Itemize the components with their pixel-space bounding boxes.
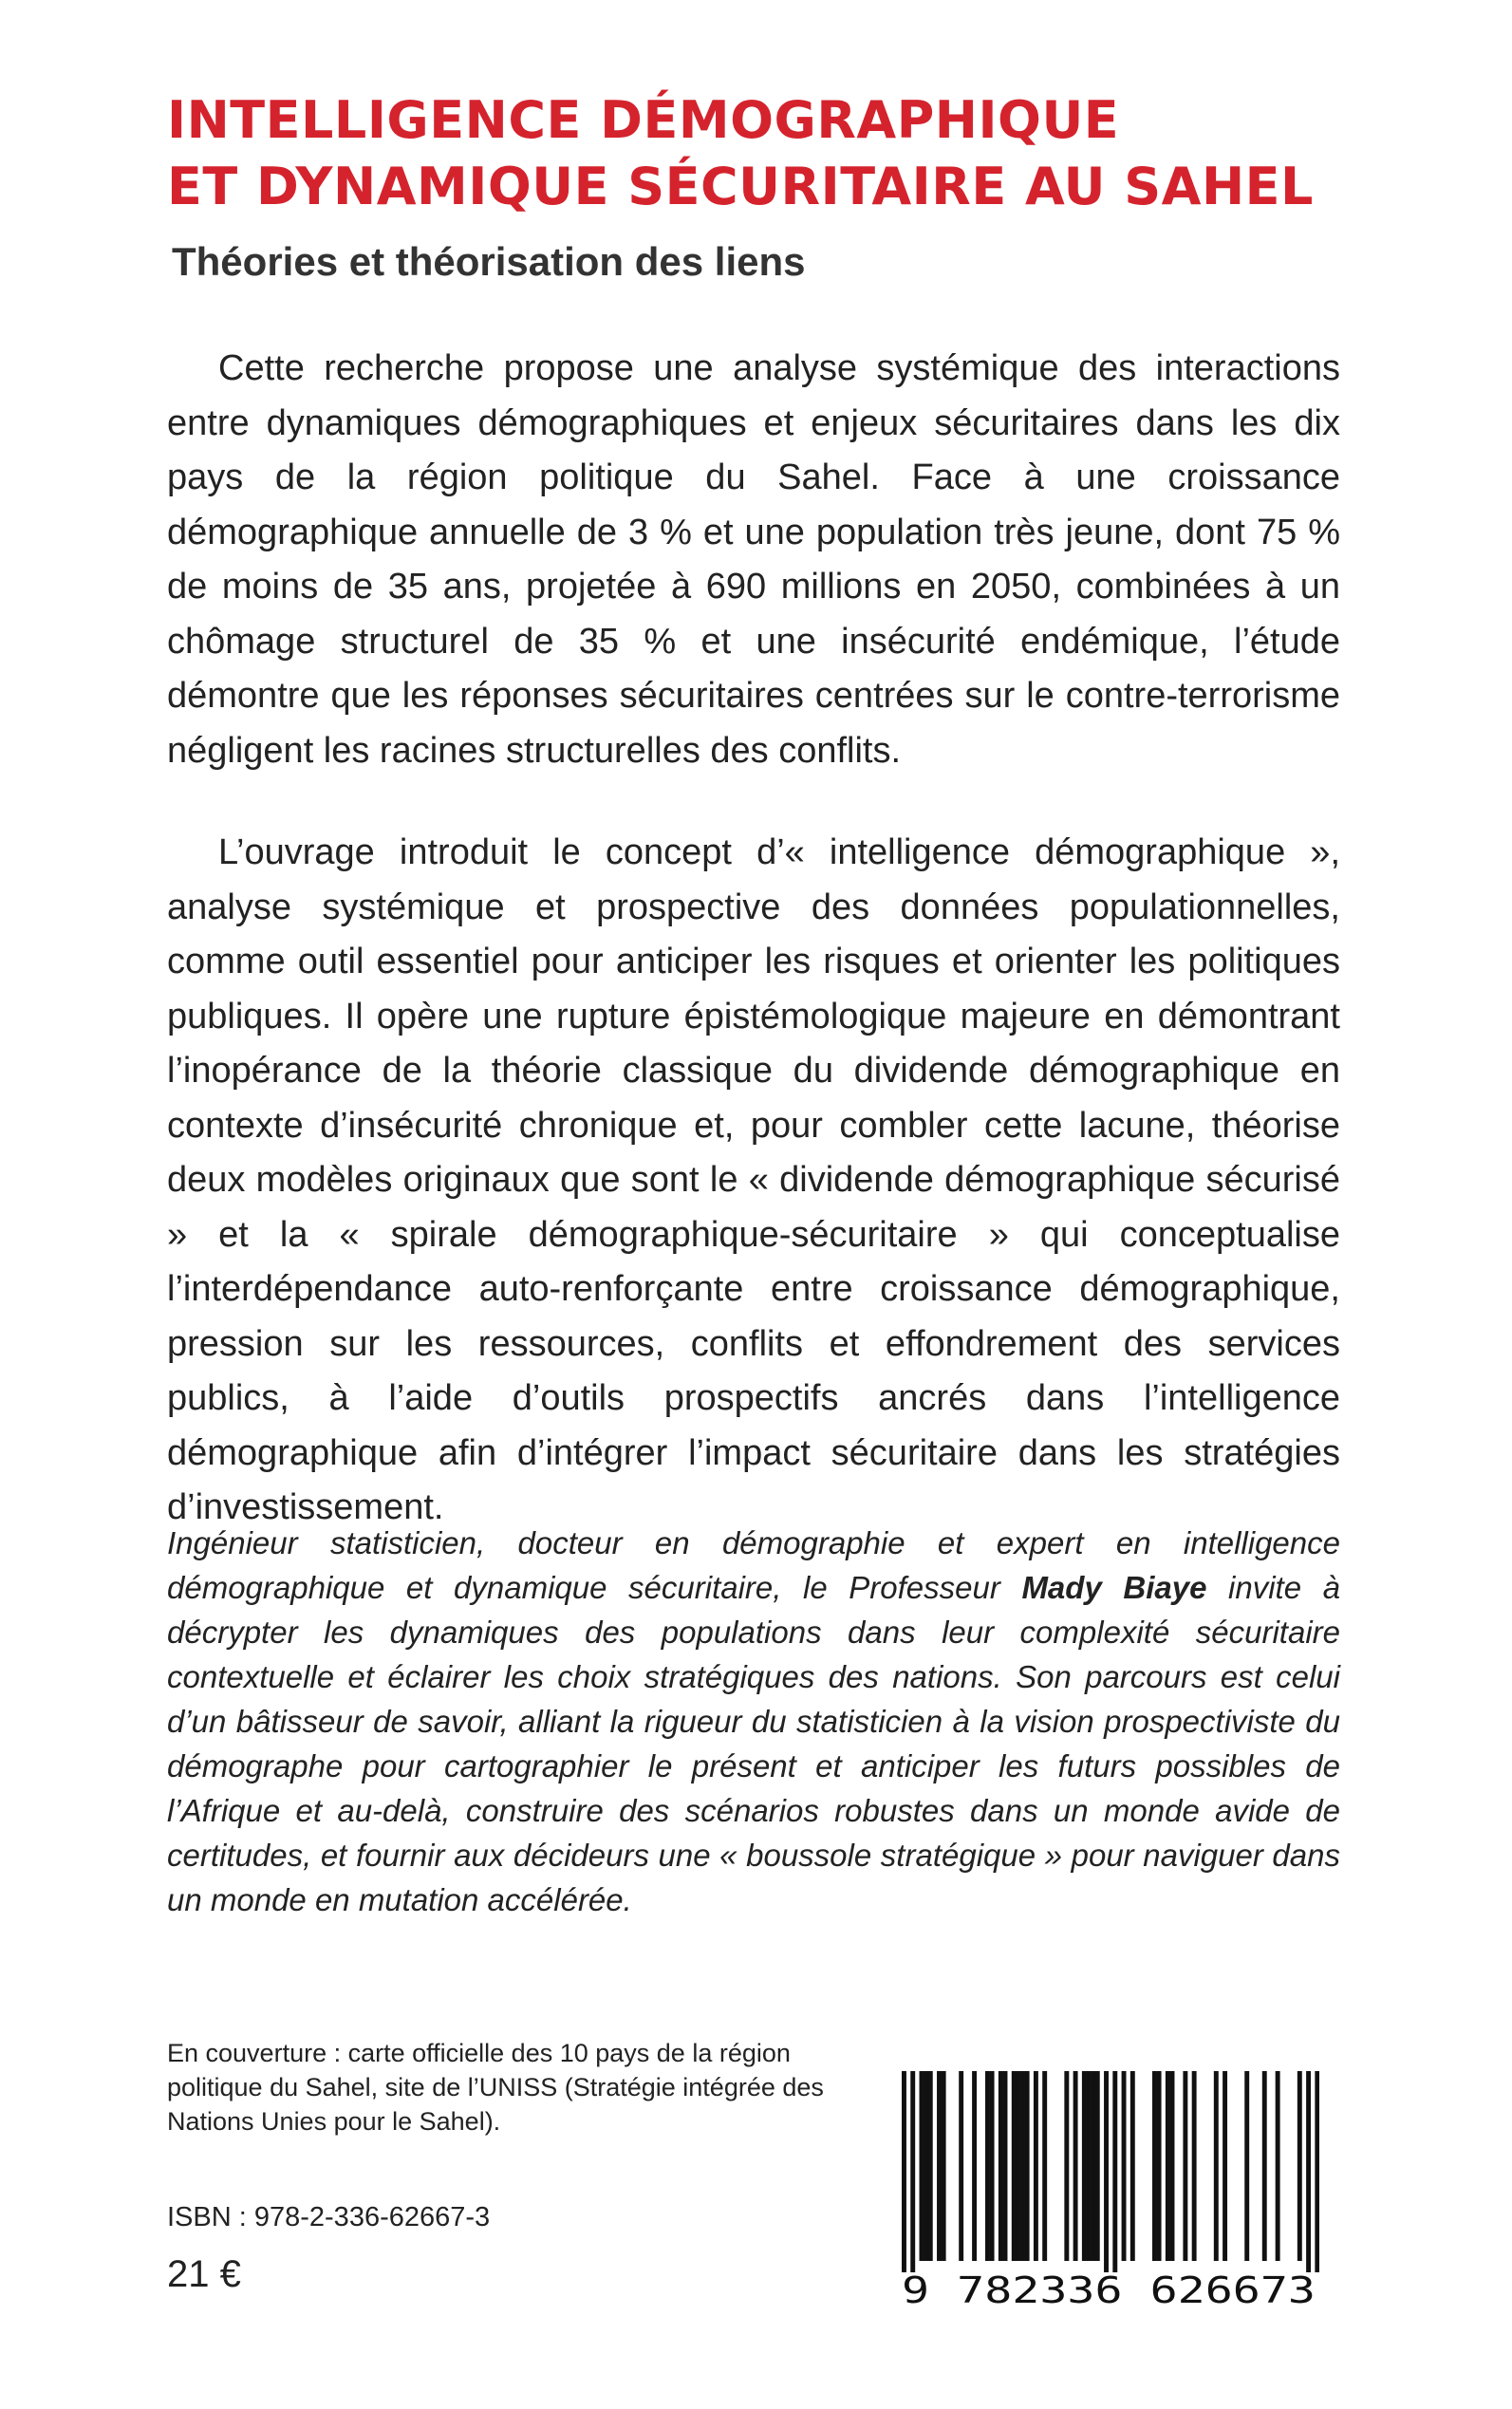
barcode-bar (1262, 2071, 1267, 2261)
barcode-bar (1003, 2071, 1008, 2261)
barcode-bar (1012, 2071, 1017, 2261)
isbn: ISBN : 978-2-336-62667-3 (167, 2202, 491, 2232)
barcode-bar (1183, 2071, 1187, 2261)
barcode-bar (959, 2071, 963, 2261)
barcode-bar (990, 2071, 995, 2261)
barcode-digits: 9 782336 626673 (902, 2269, 1316, 2308)
barcode-bar (1297, 2071, 1302, 2261)
price: 21 € (167, 2253, 241, 2295)
summary-text (167, 342, 1340, 1536)
barcode-bars (902, 2071, 1319, 2272)
barcode-bar (1112, 2071, 1117, 2272)
barcode-bar (985, 2071, 990, 2261)
barcode-bar (1306, 2071, 1311, 2272)
barcode-bar (1223, 2071, 1227, 2261)
barcode-bar (1034, 2071, 1038, 2261)
barcode-bar (1091, 2071, 1095, 2261)
author-bio-paragraph (167, 1521, 1340, 1922)
barcode-bar (1122, 2071, 1127, 2261)
book-title (167, 87, 1401, 220)
barcode-bar (1214, 2071, 1219, 2261)
barcode-bar (924, 2071, 928, 2261)
barcode-bar (1095, 2071, 1100, 2261)
book-subtitle: Théories et théorisation des liens (172, 239, 806, 284)
barcode-bar (1016, 2071, 1020, 2261)
barcode-bar (1042, 2071, 1047, 2261)
bio-text-after: invite à décrypter les dynamiques des populations dans leur complexité sécuritaire contextuelle et éclairer les choix stratégiques des nations. Son parcours est celui d’un bâtisseur de savoir, alliant la rigueur du statisticien à la vision prospectiviste du démographe pour cartographier le présent et anticiper les futurs possibles de l’Afrique et au-delà, construire des scénarios robustes dans un monde avide de certitudes, et fournir aux décideurs une « boussole stratégique » pour naviguer dans un monde en mutation accélérée. (167, 1570, 1340, 1917)
author-name: Mady Biaye (1021, 1570, 1207, 1605)
barcode-bar (1166, 2071, 1170, 2261)
title-line-1: INTELLIGENCE DÉMOGRAPHIQUE (167, 90, 1120, 150)
barcode (902, 2071, 1319, 2308)
barcode-bar (1152, 2071, 1157, 2261)
barcode-bar (1087, 2071, 1092, 2261)
barcode-bar (1170, 2071, 1175, 2261)
barcode-bar (1073, 2071, 1078, 2261)
barcode-bar (910, 2071, 915, 2272)
barcode-bar (937, 2071, 942, 2261)
summary-paragraph-1: Cette recherche propose une analyse systémique des interactions entre dynamiques démographiques et enjeux sécuritaires dans les dix pays de la région politique du Sahel. Face à une croissance démographique annuelle de 3 % et une population très jeune, dont 75 % de moins de 35 ans, projetée à 690 millions en 2050, combinées à un chômage structurel de 35 % et une insécurité endémique, l’étude démontre que les réponses sécuritaires centrées sur le contre-terrorisme négligent les racines structurelles des conflits. (167, 348, 1340, 771)
summary-paragraph-2: L’ouvrage introduit le concept d’« intelligence démographique », analyse systémique et prospective des données populationnelles, comme outil essentiel pour anticiper les risques et orienter les politiques publiques. Il opère une rupture épistémologique majeure en démontrant l’inopérance de la théorie classique du dividende démographique en contexte d’insécurité chronique et, pour combler cette lacune, théorise deux modèles originaux que sont le « dividende démographique sécurisé » et la « spirale démographique-sécuritaire » qui conceptualise l’interdépendance auto-renforçante entre croissance démographique, pression sur les ressources, conflits et effondrement des services publics, à l’aide d’outils prospectifs ancrés dans l’intelligence démographique afin d’intégrer l’impact sécuritaire dans les stratégies d’investissement. (167, 832, 1340, 1527)
bio-text-before: Ingénieur statisticien, docteur en démographie et expert en intelligence démographique et dynamique sécuritaire, le Professeur (167, 1525, 1340, 1605)
barcode-bar (972, 2071, 977, 2261)
barcode-bar (1244, 2071, 1249, 2261)
barcode-bar (1064, 2071, 1069, 2261)
barcode-bar (1192, 2071, 1197, 2261)
cover-credit: En couverture : carte officielle des 10 pays de la région politique du Sahel, site de l’UNISS (Stratégie intégrée des Nations Unies pour le Sahel). (167, 2039, 824, 2136)
barcode-bar (928, 2071, 933, 2261)
barcode-bar (1104, 2071, 1109, 2272)
barcode-bar (920, 2071, 924, 2261)
barcode-bar (942, 2071, 946, 2261)
author-bio (167, 1521, 1340, 1922)
barcode-bar (999, 2071, 1003, 2261)
barcode-bar (1130, 2071, 1135, 2261)
barcode-bar (1157, 2071, 1162, 2261)
barcode-bar (902, 2071, 906, 2272)
title-line-2: ET DYNAMIQUE SÉCURITAIRE AU SAHEL (167, 157, 1314, 216)
barcode-bar (1276, 2071, 1280, 2261)
barcode-bar (1020, 2071, 1025, 2261)
barcode-bar (1082, 2071, 1087, 2261)
barcode-bar (1025, 2071, 1030, 2261)
barcode-bar (1315, 2071, 1319, 2272)
